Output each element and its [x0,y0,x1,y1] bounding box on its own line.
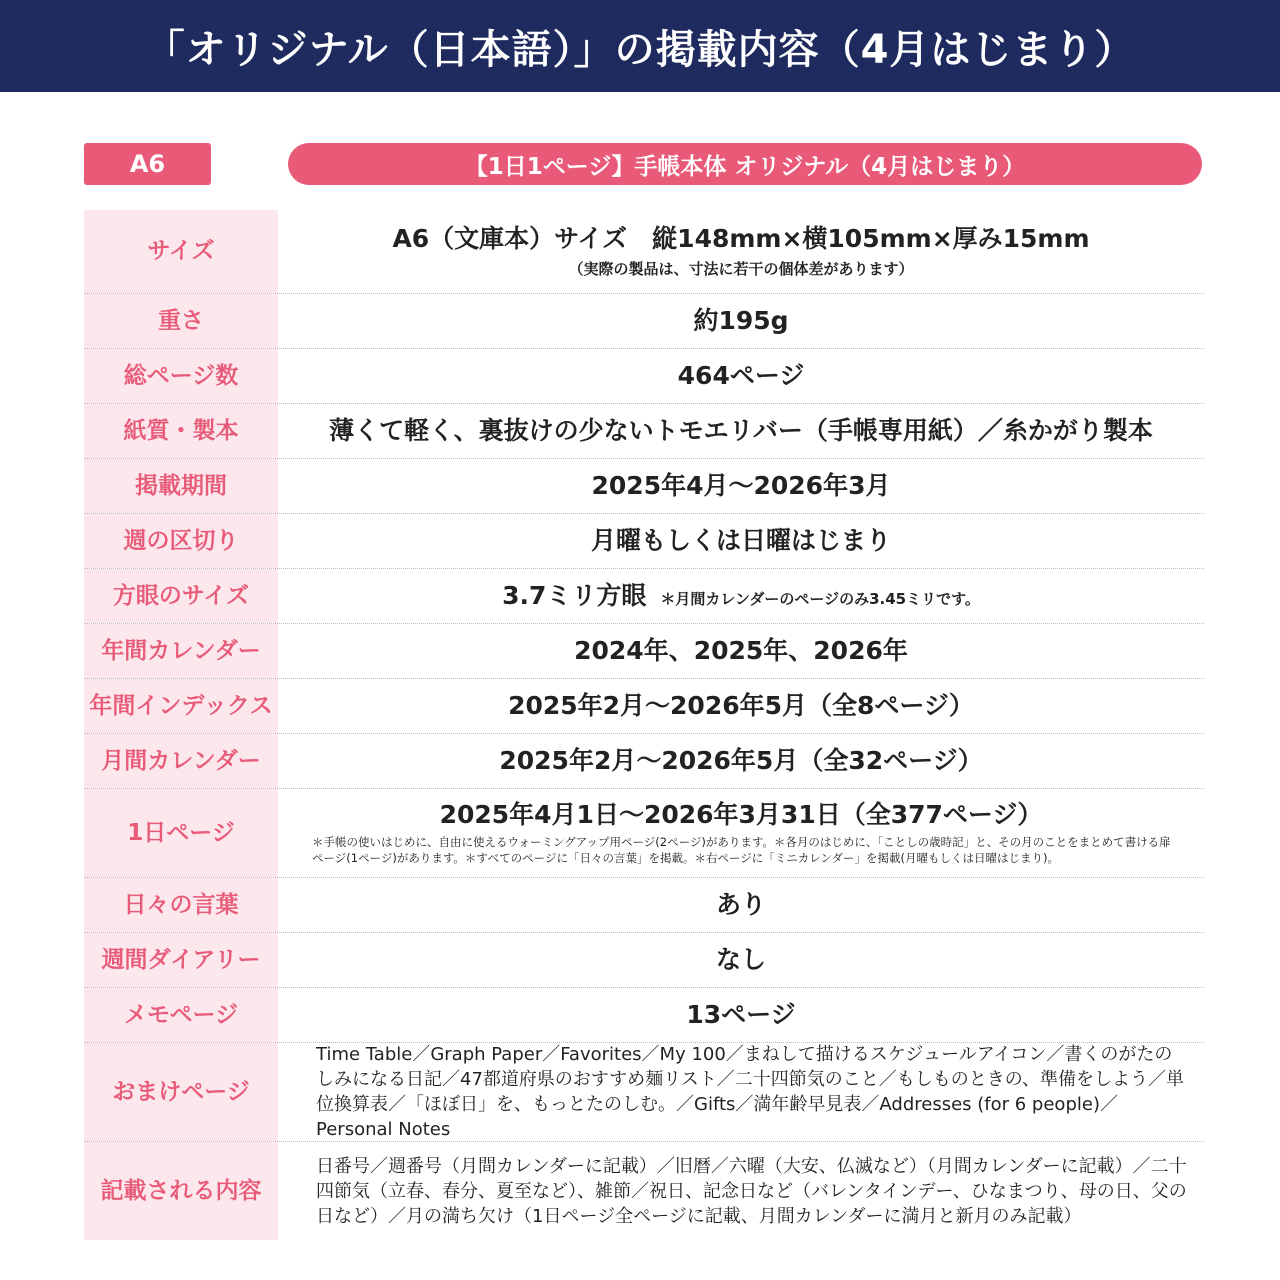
spec-value-main: 464ページ [677,361,805,390]
grid-size-note: ＊月間カレンダーのページのみ3.45ミリです。 [660,590,980,608]
spec-value-main: あり [715,890,766,919]
spec-row-yearly-index [84,679,1204,734]
spec-row-grid-size [84,569,1204,624]
spec-value [278,459,1204,513]
spec-value-main: 月曜もしくは日曜はじまり [590,526,891,555]
spec-value-main: 2025年4月1日～2026年3月31日（全377ページ） [439,800,1043,829]
spec-value-main: 約195g [693,306,789,335]
product-title: 【1日1ページ】手帳本体 オリジナル（4月はじまり） [464,153,1026,180]
spec-value [278,878,1204,932]
spec-value-main: 2025年2月～2026年5月（全8ページ） [508,691,974,720]
spec-row-yearly-calendar [84,624,1204,679]
spec-row-daily-words [84,878,1204,933]
spec-value-paragraph: 日番号／週番号（月間カレンダーに記載）／旧暦／六曜（大安、仏滅など）（月間カレンダーに記載）／二十四節気（立春、春分、夏至など）、雑節／祝日、記念日など（バレンタインデー、ひなまつり、母の日、父の日など）／月の満ち欠け（1日ページ全ページに記載、月間カレンダーに満月と新月のみ記載） [316,1155,1187,1227]
spec-value [278,624,1204,678]
spec-value [278,679,1204,733]
spec-label: 総ページ数 [84,349,278,403]
spec-row-monthly-calendar [84,734,1204,789]
spec-label: 掲載期間 [84,459,278,513]
spec-row-paper [84,404,1204,459]
spec-label: 方眼のサイズ [84,569,278,623]
spec-label: サイズ [84,210,278,293]
spec-label: 紙質・製本 [84,404,278,458]
spec-label: 月間カレンダー [84,734,278,788]
spec-row-total-pages [84,349,1204,404]
product-title-bar [288,143,1202,185]
spec-row-weight [84,294,1204,349]
spec-row-daily-page [84,789,1204,878]
grid-size-text: 3.7ミリ方眼 [502,581,647,610]
spec-row-week-start [84,514,1204,569]
banner-title: 「オリジナル（日本語）」の掲載内容（4月はじまり） [144,26,1136,73]
spec-value [278,988,1204,1042]
spec-row-bonus-pages [84,1043,1204,1142]
page-banner [0,0,1280,92]
spec-value-main: 2025年2月～2026年5月（全32ページ） [499,746,983,775]
spec-row-period [84,459,1204,514]
spec-label: 1日ページ [84,789,278,877]
spec-value-main: 薄くて軽く、裏抜けの少ないトモエリバー（手帳専用紙）／糸かがり製本 [329,416,1153,445]
spec-table [84,210,1204,1240]
spec-value-main: 2025年4月～2026年3月 [591,471,891,500]
spec-value-main: なし [715,945,766,974]
spec-value-main: A6（文庫本）サイズ 縦148mm×横105mm×厚み15mm [392,224,1090,253]
spec-value [278,294,1204,348]
spec-row-memo-pages [84,988,1204,1043]
size-tag-label: A6 [129,150,166,178]
spec-label: 重さ [84,294,278,348]
spec-value-main: 2024年、2025年、2026年 [574,636,908,665]
spec-value [278,933,1204,987]
spec-value-note: ＊手帳の使いはじめに、自由に使えるウォーミングアップ用ページ(2ページ)があります。＊各月のはじめに、「ことしの歳時記」と、その月のことをまとめて書ける扉ページ(1ページ)があります。＊すべてのページに「日々の言葉」を掲載。＊右ページに「ミニカレンダー」を掲載(月曜もしくは日曜はじまり)。 [312,835,1171,865]
spec-label: 年間インデックス [84,679,278,733]
spec-row-size [84,210,1204,294]
spec-label: 記載される内容 [84,1142,278,1240]
spec-row-printed-contents [84,1142,1204,1240]
spec-value [278,210,1204,293]
spec-value-sub: （実際の製品は、寸法に若干の個体差があります） [568,260,914,278]
spec-value [278,1142,1204,1240]
spec-value [278,1043,1204,1141]
spec-label: 日々の言葉 [84,878,278,932]
spec-value-paragraph: Time Table／Graph Paper／Favorites／My 100／まねして描けるスケジュールアイコン／書くのがたのしみになる日記／47都道府県のおすすめ麺リスト／二十四節気のこと／もしものときの、準備をしよう／単位換算表／「ほぼ日」を、もっとたのしむ。／Gifts／満年齢早見表／Addresses (for 6 people)／Personal Notes [316,1044,1184,1140]
spec-value [278,734,1204,788]
spec-row-weekly-diary [84,933,1204,988]
spec-label: おまけページ [84,1043,278,1141]
spec-value [278,789,1204,877]
spec-value [278,514,1204,568]
spec-value-main: 13ページ [686,1000,796,1029]
spec-label: 年間カレンダー [84,624,278,678]
spec-label: 週間ダイアリー [84,933,278,987]
spec-label: メモページ [84,988,278,1042]
spec-value [278,569,1204,623]
size-tag [84,143,211,185]
spec-value [278,404,1204,458]
spec-value-main [502,581,980,611]
spec-label: 週の区切り [84,514,278,568]
spec-value [278,349,1204,403]
